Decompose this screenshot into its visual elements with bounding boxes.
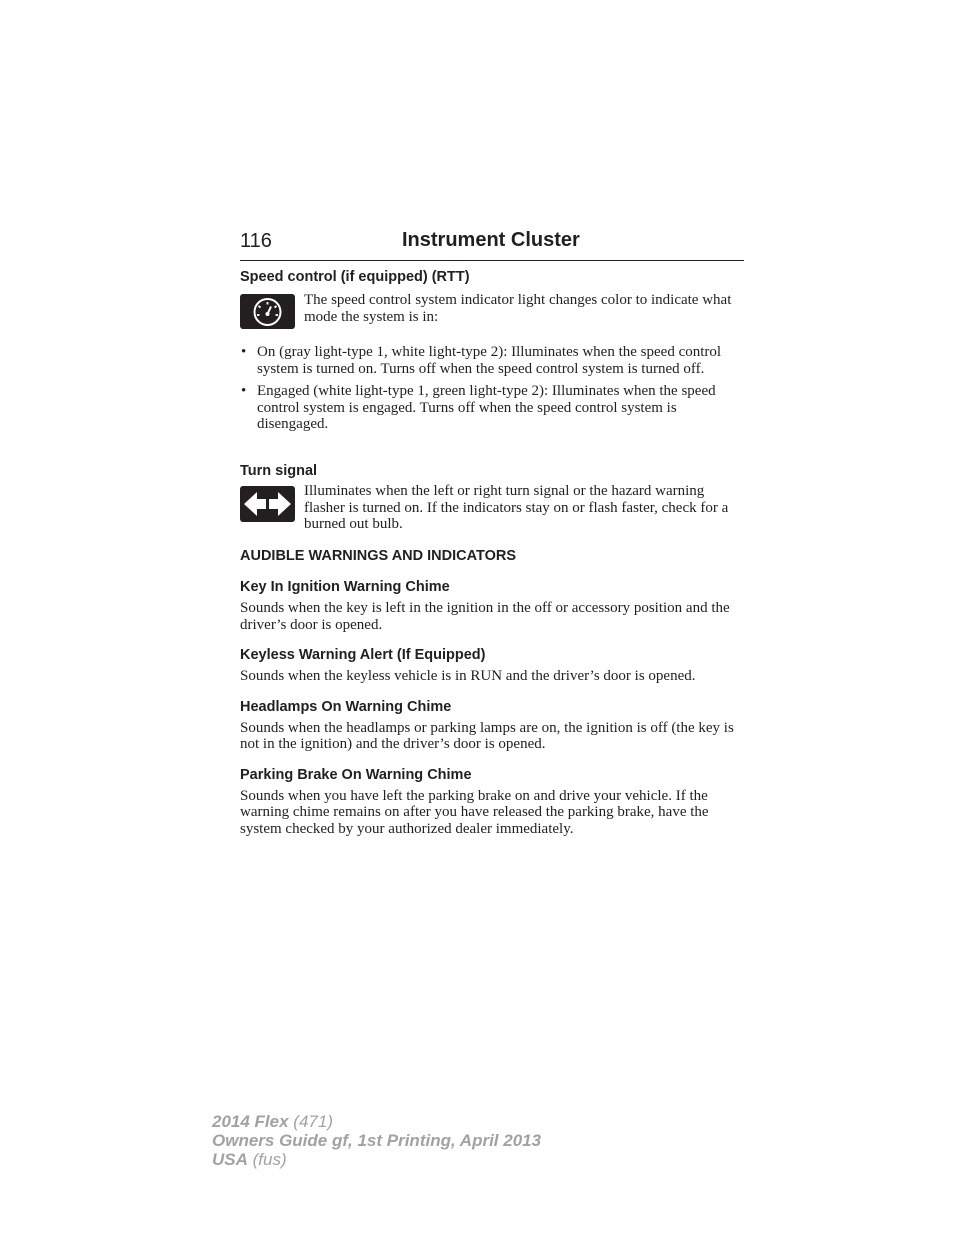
speed-control-intro: The speed control system indicator light changes color to indicate what mode the system is in: xyxy=(304,292,732,325)
footer-line-model: 2014 Flex (471) xyxy=(212,1112,333,1131)
speed-control-bullet-list xyxy=(240,344,744,433)
headlamps-warning-text: Sounds when the headlamps or parking lamps are on, the ignition is off (the key is not in the ignition) and the driver’s door is opened. xyxy=(240,719,734,752)
audible-warnings-section xyxy=(240,547,744,837)
headlamps-warning-heading: Headlamps On Warning Chime xyxy=(240,698,452,715)
key-in-ignition-heading: Key In Ignition Warning Chime xyxy=(240,579,450,595)
list-item: • Engaged (white light-type 1, green light-type 2): Illuminates when the speed control system is engaged. Turns off when the speed control system is disengaged. xyxy=(241,383,716,432)
parking-brake-text: Sounds when you have left the parking brake on and drive your vehicle. If the warning chime remains on after you have released the parking brake, have the system checked by your authorized dealer immediately. xyxy=(240,787,709,837)
section-title: Instrument Cluster xyxy=(402,229,580,251)
page-number: 116 xyxy=(240,230,272,252)
audible-warnings-heading: AUDIBLE WARNINGS AND INDICATORS xyxy=(240,548,517,564)
turn-signal-heading: Turn signal xyxy=(240,463,318,479)
footer-line-guide: Owners Guide gf, 1st Printing, April 2013 xyxy=(212,1131,542,1150)
speedometer-icon xyxy=(240,294,295,329)
speed-control-section xyxy=(240,268,744,439)
turn-signal-description: Illuminates when the left or right turn signal or the hazard warning flasher is turned on. If the indicators stay on or flash faster, check for a burned out bulb. xyxy=(304,483,729,532)
list-item: • On (gray light-type 1, white light-type 2): Illuminates when the speed control system is turned on. Turns off when the speed control system is turned off. xyxy=(241,344,722,377)
turn-signal-arrows-icon xyxy=(240,486,295,522)
parking-brake-heading: Parking Brake On Warning Chime xyxy=(240,766,472,783)
page-header xyxy=(240,228,744,261)
footer-line-region: USA (fus) xyxy=(212,1150,287,1169)
keyless-warning-heading: Keyless Warning Alert (If Equipped) xyxy=(240,647,486,663)
key-in-ignition-text: Sounds when the key is left in the ignition in the off or accessory position and the driver’s door is opened. xyxy=(240,600,730,633)
page-footer xyxy=(212,1112,541,1169)
speed-control-heading: Speed control (if equipped) (RTT) xyxy=(240,269,470,285)
keyless-warning-text: Sounds when the keyless vehicle is in RUN and the driver’s door is opened. xyxy=(240,668,696,684)
turn-signal-section xyxy=(240,462,744,540)
